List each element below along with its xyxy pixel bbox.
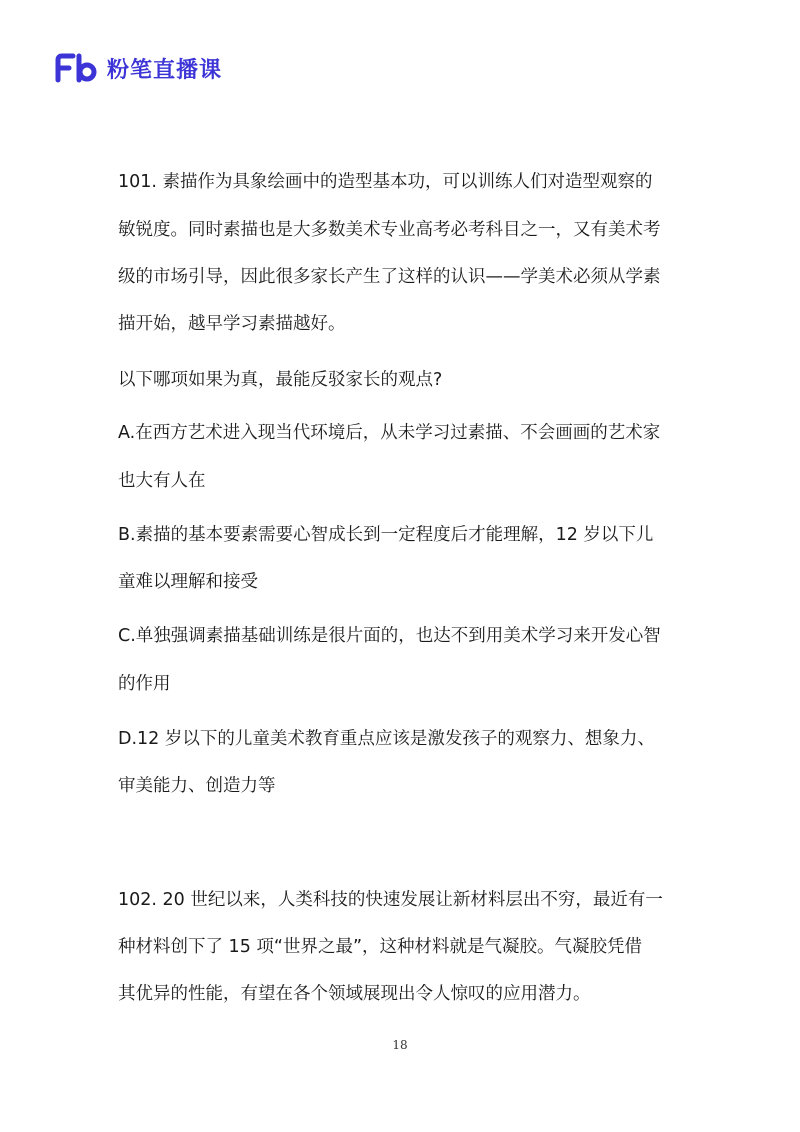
q101-option-a-line-2: 也大有人在	[118, 471, 206, 491]
q101-stem-line-1: 101. 素描作为具象绘画中的造型基本功，可以训练人们对造型观察的	[118, 172, 653, 192]
q101-option-b-line-2: 童难以理解和接受	[118, 572, 258, 592]
q101-stem-line-2: 敏锐度。同时素描也是大多数美术专业高考必考科目之一，又有美术考	[118, 220, 661, 240]
q102-stem-line-1: 102. 20 世纪以来，人类科技的快速发展让新材料层出不穷，最近有一	[118, 890, 663, 910]
q101-option-a-line-1: A.在西方艺术进入现当代环境后，从未学习过素描、不会画画的艺术家	[118, 423, 661, 443]
q101-option-d-line-2: 审美能力、创造力等	[118, 776, 276, 796]
page-number: 18	[392, 1038, 408, 1052]
q102-stem-line-3: 其优异的性能，有望在各个领域展现出令人惊叹的应用潜力。	[118, 984, 591, 1004]
q101-option-d-line-1: D.12 岁以下的儿童美术教育重点应该是激发孩子的观察力、想象力、	[118, 729, 655, 749]
q102-stem-line-2: 种材料创下了 15 项“世界之最”，这种材料就是气凝胶。气凝胶凭借	[118, 937, 643, 957]
q101-prompt: 以下哪项如果为真，最能反驳家长的观点?	[118, 370, 443, 390]
q101-stem-line-3: 级的市场引导，因此很多家长产生了这样的认识——学美术必须从学素	[118, 267, 661, 287]
q101-option-c-line-1: C.单独强调素描基础训练是很片面的，也达不到用美术学习来开发心智	[118, 626, 661, 646]
header	[55, 50, 222, 86]
q101-stem-line-4: 描开始，越早学习素描越好。	[118, 314, 346, 334]
q101-option-b-line-1: B.素描的基本要素需要心智成长到一定程度后才能理解，12 岁以下儿	[118, 525, 654, 545]
fenbi-logo-icon	[55, 50, 99, 86]
q101-option-c-line-2: 的作用	[118, 674, 171, 694]
brand-name: 粉笔直播课	[107, 57, 223, 83]
